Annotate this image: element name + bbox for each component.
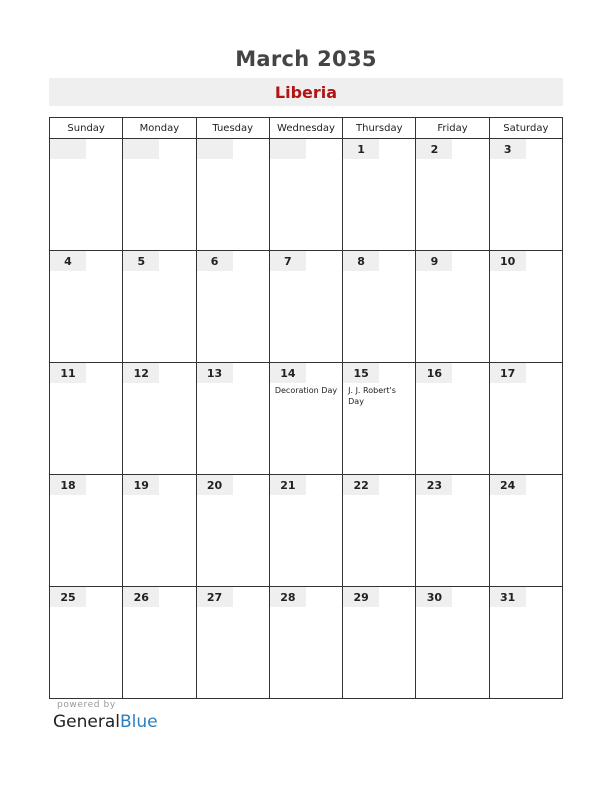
weekday-header-row bbox=[50, 118, 563, 139]
weekday-header: Wednesday bbox=[269, 118, 342, 139]
day-number: 26 bbox=[123, 587, 159, 607]
day-cell-holiday bbox=[269, 363, 342, 475]
day-cell bbox=[196, 475, 269, 587]
day-number: 17 bbox=[490, 363, 526, 383]
weekday-header: Friday bbox=[416, 118, 489, 139]
week-row bbox=[50, 475, 563, 587]
day-number: 24 bbox=[490, 475, 526, 495]
day-number bbox=[123, 139, 159, 159]
weekday-header: Thursday bbox=[343, 118, 416, 139]
day-number: 21 bbox=[270, 475, 306, 495]
day-number: 1 bbox=[343, 139, 379, 159]
day-cell bbox=[489, 475, 562, 587]
day-cell bbox=[123, 587, 196, 699]
day-cell-empty bbox=[269, 139, 342, 251]
day-cell bbox=[269, 475, 342, 587]
day-cell bbox=[416, 139, 489, 251]
day-cell bbox=[196, 251, 269, 363]
day-number bbox=[197, 139, 233, 159]
day-number: 13 bbox=[197, 363, 233, 383]
day-cell bbox=[50, 363, 123, 475]
day-number: 6 bbox=[197, 251, 233, 271]
day-cell bbox=[50, 587, 123, 699]
brand-general: General bbox=[53, 712, 120, 732]
day-number: 20 bbox=[197, 475, 233, 495]
generalblue-logo[interactable] bbox=[53, 712, 158, 732]
day-number: 31 bbox=[490, 587, 526, 607]
day-cell bbox=[343, 251, 416, 363]
day-number: 30 bbox=[416, 587, 452, 607]
weekday-header: Sunday bbox=[50, 118, 123, 139]
day-number: 27 bbox=[197, 587, 233, 607]
day-cell bbox=[123, 475, 196, 587]
day-number: 23 bbox=[416, 475, 452, 495]
day-number: 10 bbox=[490, 251, 526, 271]
day-number: 19 bbox=[123, 475, 159, 495]
brand-blue: Blue bbox=[120, 712, 158, 732]
day-cell-empty bbox=[196, 139, 269, 251]
day-number: 8 bbox=[343, 251, 379, 271]
day-cell bbox=[489, 251, 562, 363]
country-name: Liberia bbox=[274, 83, 338, 102]
day-cell-empty bbox=[123, 139, 196, 251]
day-number: 2 bbox=[416, 139, 452, 159]
day-cell bbox=[416, 363, 489, 475]
day-number: 11 bbox=[50, 363, 86, 383]
week-row bbox=[50, 587, 563, 699]
day-number: 16 bbox=[416, 363, 452, 383]
day-number: 9 bbox=[416, 251, 452, 271]
weekday-header: Monday bbox=[123, 118, 196, 139]
day-number: 25 bbox=[50, 587, 86, 607]
page-title: March 2035 bbox=[235, 47, 377, 71]
day-number: 15 bbox=[343, 363, 379, 383]
day-cell bbox=[50, 475, 123, 587]
day-number: 7 bbox=[270, 251, 306, 271]
powered-by-label: powered by bbox=[57, 700, 116, 710]
day-cell-empty bbox=[50, 139, 123, 251]
day-cell bbox=[343, 139, 416, 251]
weekday-header: Tuesday bbox=[196, 118, 269, 139]
day-cell bbox=[123, 251, 196, 363]
country-banner bbox=[49, 78, 563, 106]
day-number: 14 bbox=[270, 363, 306, 383]
day-number: 22 bbox=[343, 475, 379, 495]
weekday-header: Saturday bbox=[489, 118, 562, 139]
calendar-grid bbox=[49, 117, 563, 699]
day-number: 5 bbox=[123, 251, 159, 271]
week-row bbox=[50, 139, 563, 251]
day-cell bbox=[343, 587, 416, 699]
day-cell bbox=[196, 587, 269, 699]
day-cell bbox=[489, 587, 562, 699]
day-cell bbox=[416, 251, 489, 363]
day-number: 28 bbox=[270, 587, 306, 607]
week-row bbox=[50, 251, 563, 363]
day-number: 4 bbox=[50, 251, 86, 271]
week-row bbox=[50, 363, 563, 475]
day-cell bbox=[123, 363, 196, 475]
day-number: 18 bbox=[50, 475, 86, 495]
day-cell bbox=[50, 251, 123, 363]
day-cell-holiday bbox=[343, 363, 416, 475]
day-cell bbox=[416, 475, 489, 587]
day-cell bbox=[269, 251, 342, 363]
day-cell bbox=[416, 587, 489, 699]
day-number: 3 bbox=[490, 139, 526, 159]
day-number bbox=[270, 139, 306, 159]
day-cell bbox=[489, 139, 562, 251]
holiday-label: J. J. Robert's Day bbox=[348, 386, 396, 406]
day-cell bbox=[343, 475, 416, 587]
day-cell bbox=[269, 587, 342, 699]
day-cell bbox=[489, 363, 562, 475]
day-cell bbox=[196, 363, 269, 475]
day-number: 12 bbox=[123, 363, 159, 383]
day-number bbox=[50, 139, 86, 159]
holiday-label: Decoration Day bbox=[274, 386, 338, 395]
day-number: 29 bbox=[343, 587, 379, 607]
